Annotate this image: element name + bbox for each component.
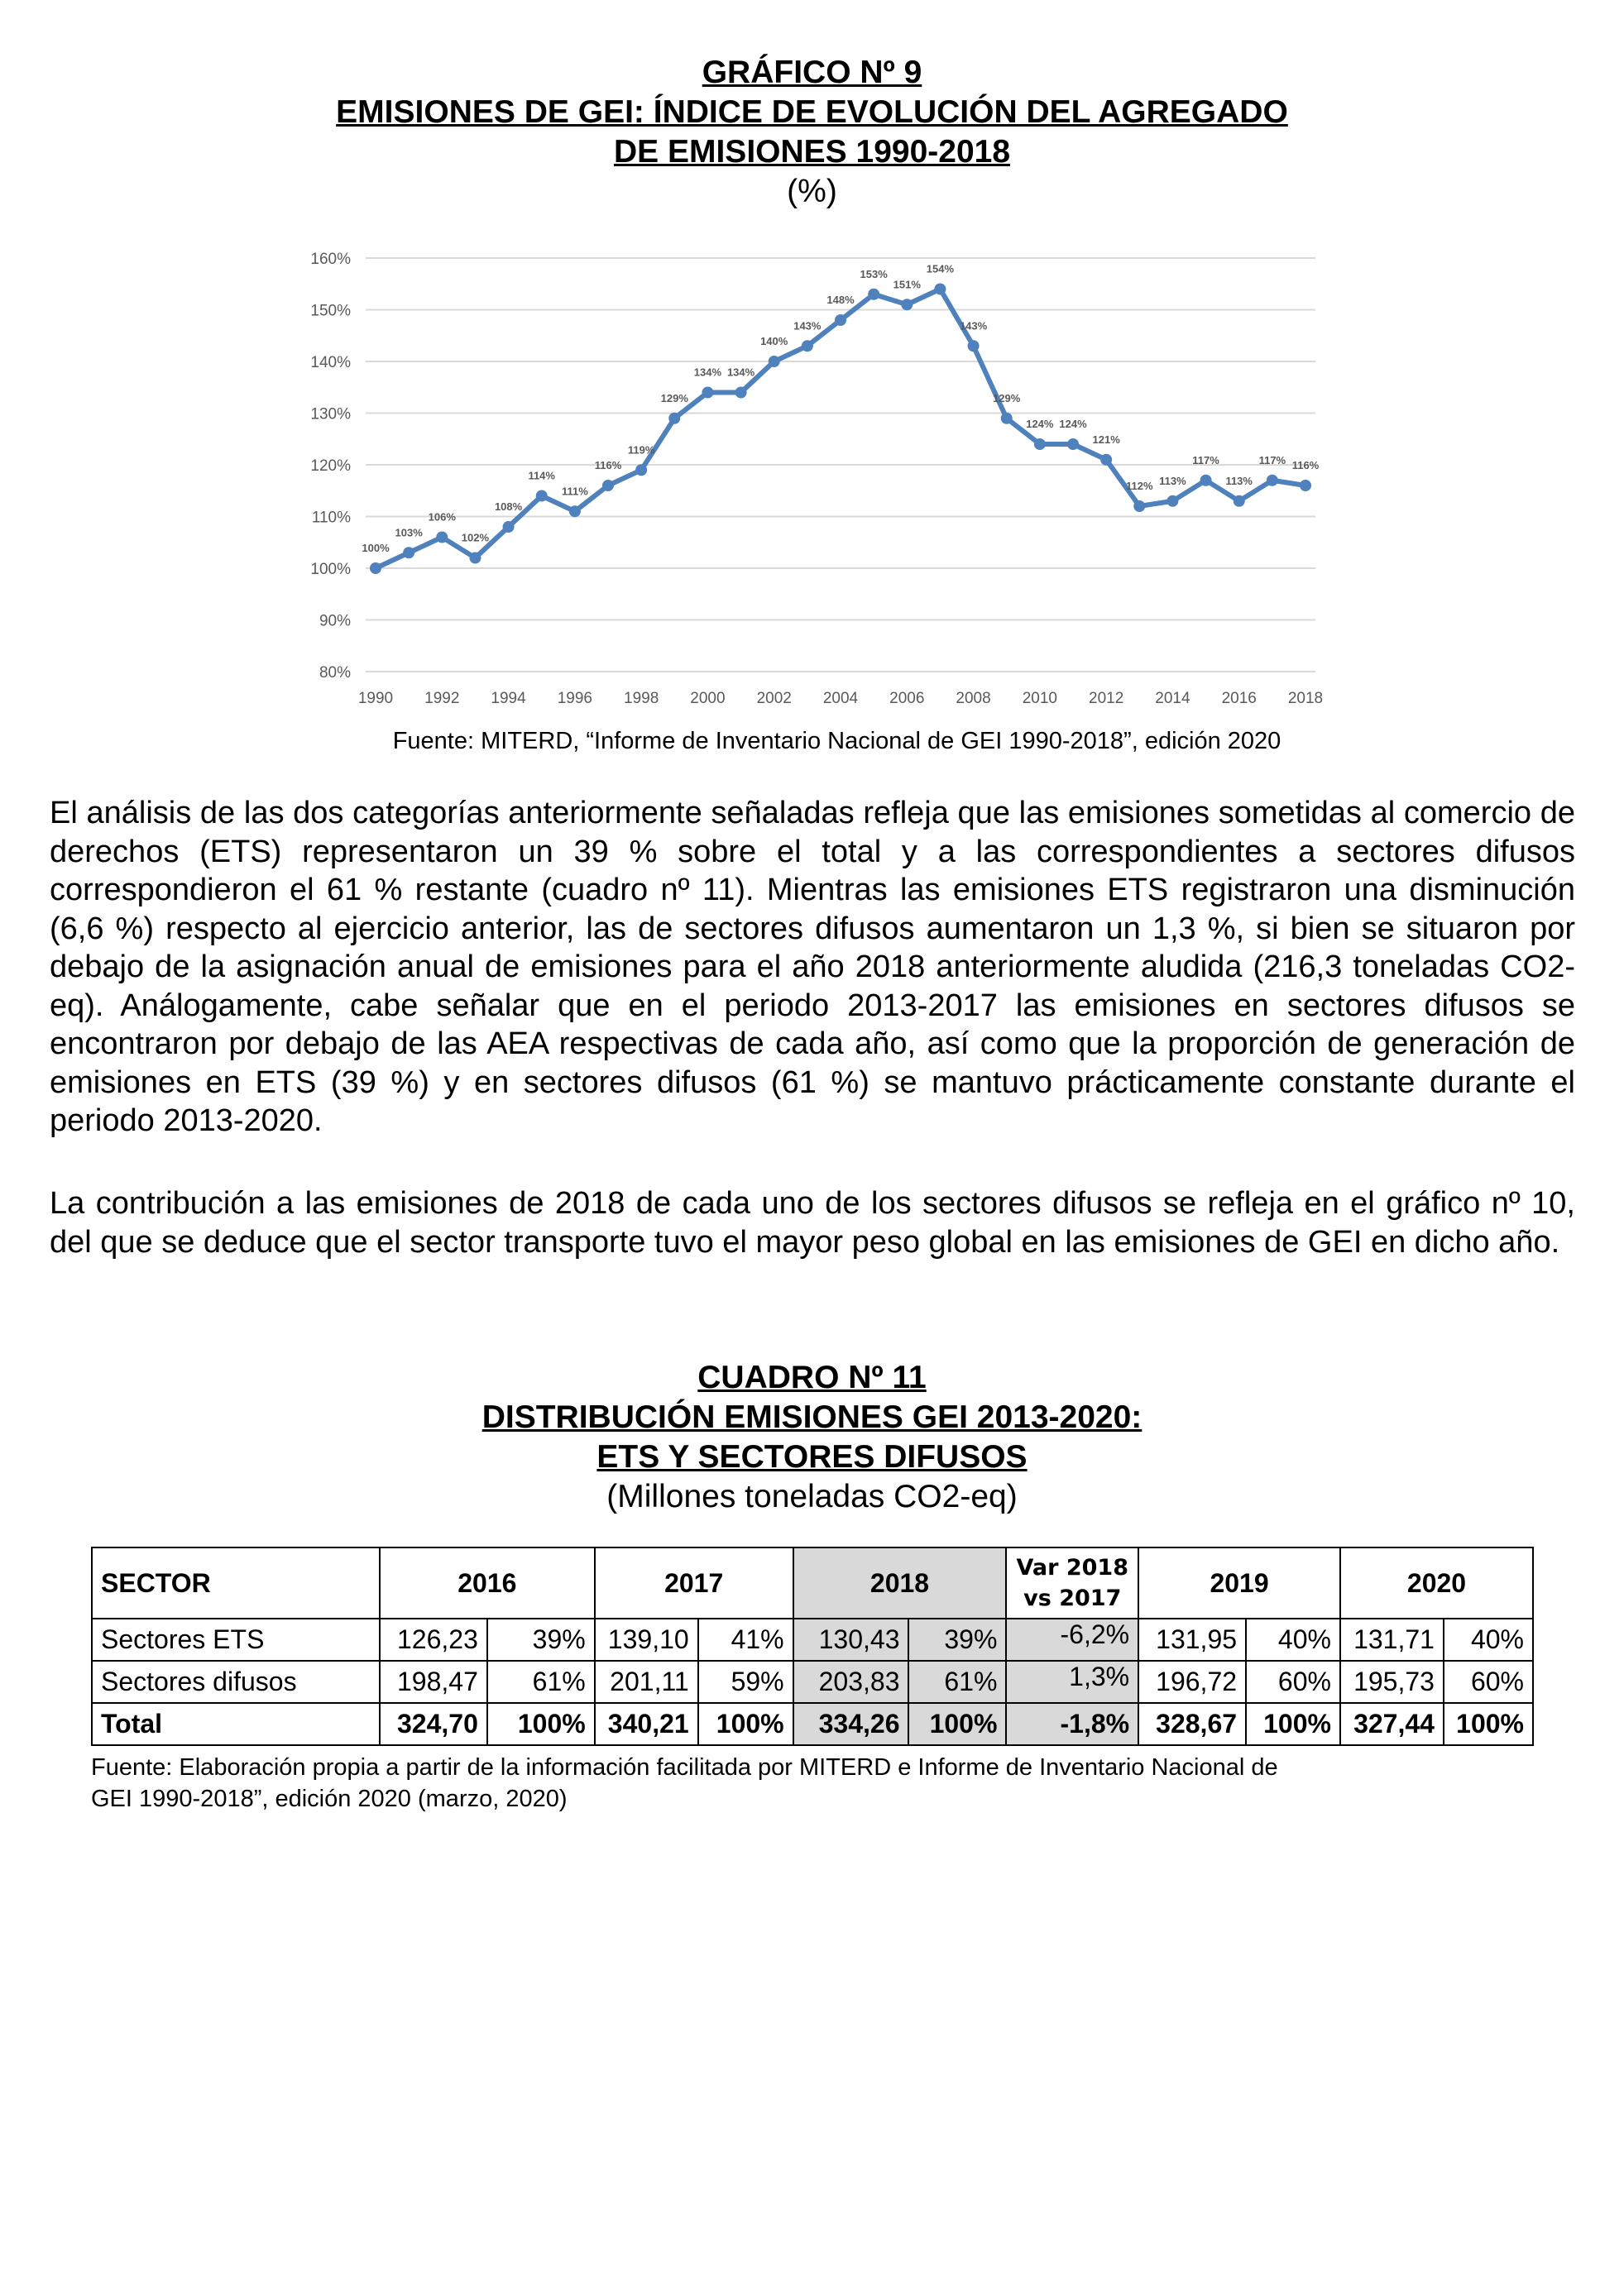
data-point [668, 413, 680, 424]
y-tick-label: 80% [319, 664, 351, 682]
cell-value: 196,72 [1138, 1661, 1246, 1703]
header-var-2018-vs-2017 [1006, 1547, 1138, 1619]
data-point [436, 532, 448, 543]
data-label: 129% [660, 391, 688, 404]
cell-value: 130,43 [793, 1619, 909, 1661]
header-2018: 2018 [793, 1547, 1007, 1619]
data-label: 100% [362, 542, 390, 554]
y-tick-label: 150% [310, 302, 351, 320]
data-label: 148% [826, 294, 855, 306]
table-row-total [92, 1703, 1533, 1745]
cell-value: 131,95 [1138, 1619, 1246, 1661]
data-point [1100, 454, 1112, 466]
x-tick-label: 1994 [491, 690, 526, 707]
cell-value: 139,10 [595, 1619, 698, 1661]
cell-value: 340,21 [595, 1703, 698, 1745]
table-header-row [92, 1547, 1533, 1619]
data-point [934, 284, 946, 295]
x-tick-label: 2006 [889, 690, 925, 707]
data-label: 151% [893, 278, 921, 291]
cell-percent: 41% [698, 1619, 793, 1661]
header-2020: 2020 [1340, 1547, 1533, 1619]
cell-percent: 100% [1444, 1703, 1533, 1745]
body-paragraph-2: La contribución a las emisiones de 2018 de cada uno de los sectores difusos se refleja en el gráfico nº 10, del que se deduce que el sector transporte tuvo el mayor peso global en las emisiones de GEI en dicho año. [50, 1186, 1575, 1260]
y-tick-label: 140% [310, 354, 351, 371]
x-tick-label: 1998 [624, 690, 659, 707]
y-tick-label: 120% [310, 457, 351, 475]
data-label: 124% [1059, 418, 1087, 430]
data-point [602, 480, 614, 491]
data-label: 111% [561, 485, 588, 498]
data-label: 102% [461, 531, 490, 544]
data-label: 116% [1291, 459, 1320, 471]
row-label: Total [92, 1703, 380, 1745]
data-point [1067, 438, 1079, 450]
grafico-source: Fuente: MITERD, “Informe de Inventario Nacional de GEI 1990-2018”, edición 2020 [392, 728, 1281, 754]
x-tick-label: 2010 [1022, 690, 1057, 707]
data-label: 124% [1026, 418, 1054, 430]
cell-percent: 100% [698, 1703, 793, 1745]
data-point [503, 521, 515, 533]
data-point [735, 387, 747, 399]
data-label: 117% [1258, 453, 1286, 466]
header-2019: 2019 [1138, 1547, 1340, 1619]
x-tick-label: 2018 [1287, 690, 1324, 707]
data-point [1034, 438, 1046, 450]
header-2017: 2017 [595, 1547, 793, 1619]
x-tick-label: 1990 [357, 690, 394, 707]
data-point [1234, 495, 1245, 507]
data-label: 108% [494, 500, 523, 513]
cuadro-unit: (Millones toneladas CO2-eq) [606, 1479, 1018, 1514]
grafico-title-line2: DE EMISIONES 1990-2018 [613, 134, 1011, 170]
cuadro-title-line1: DISTRIBUCIÓN EMISIONES GEI 2013-2020: [481, 1399, 1143, 1435]
cell-percent: 61% [487, 1661, 595, 1703]
cell-variation: -1,8% [1006, 1703, 1138, 1745]
body-paragraph-1: El análisis de las dos categorías anteriormente señaladas refleja que las emisiones sometidas al comercio de derechos (ETS) representaron un 39 % sobre el total y a las correspondientes a sectores difusos correspondieron el 61 % restante (cuadro nº 11). Mientras las emisiones ETS registraron una disminución (6,6 %) respecto al ejercicio anterior, las de sectores difusos aumentaron un 1,3 %, si bien se situaron por debajo de la asignación anual de emisiones para el año 2018 anteriormente aludida (216,3 toneladas CO2-eq). Análogamente, cabe señalar que en el periodo 2013-2017 las emisiones en sectores difusos se encontraron por debajo de las AEA respectivas de cada año, así como que la proporción de generación de emisiones en ETS (39 %) y en sectores difusos (61 %) se mantuvo prácticamente constante durante el periodo 2013-2020. [50, 796, 1575, 1138]
grafico-heading [0, 53, 1624, 212]
cell-percent: 61% [908, 1661, 1006, 1703]
data-label: 119% [627, 443, 655, 457]
cell-value: 327,44 [1340, 1703, 1444, 1745]
data-point [1001, 413, 1013, 424]
data-label: 112% [1126, 480, 1153, 492]
header-var-line1: Var 2018 [1016, 1555, 1128, 1581]
cell-value: 203,83 [793, 1661, 909, 1703]
cuadro-number: CUADRO Nº 11 [697, 1360, 927, 1395]
cell-value: 328,67 [1138, 1703, 1246, 1745]
row-label: Sectores ETS [92, 1619, 380, 1661]
x-tick-label: 2008 [956, 690, 991, 707]
data-point [835, 314, 846, 326]
series-line [376, 289, 1305, 569]
table-row [92, 1619, 1533, 1661]
data-label: 154% [926, 262, 955, 275]
data-label: 143% [793, 319, 822, 332]
cell-percent: 60% [1444, 1661, 1533, 1703]
data-point [968, 340, 980, 352]
data-label: 153% [860, 267, 888, 280]
cell-percent: 100% [1246, 1703, 1340, 1745]
data-point [469, 552, 481, 564]
grafico-unit: (%) [787, 174, 837, 209]
data-point [769, 356, 780, 367]
data-label: 113% [1159, 474, 1186, 487]
emissions-index-line-chart [273, 240, 1349, 711]
x-tick-label: 2000 [690, 690, 726, 707]
cuadro-source-line2: GEI 1990-2018”, edición 2020 (marzo, 2020) [91, 1786, 568, 1812]
data-label: 113% [1225, 474, 1253, 487]
data-point [1267, 475, 1278, 486]
grafico-number: GRÁFICO Nº 9 [702, 55, 922, 90]
cell-percent: 40% [1246, 1619, 1340, 1661]
cell-value: 201,11 [595, 1661, 698, 1703]
x-tick-label: 2016 [1221, 690, 1257, 707]
cuadro-source-line1: Fuente: Elaboración propia a partir de la información facilitada por MITERD e Informe de Inventario Nacional de [91, 1754, 1278, 1781]
cell-percent: 59% [698, 1661, 793, 1703]
data-label: 143% [959, 319, 988, 332]
x-tick-label: 2002 [756, 690, 792, 707]
cell-value: 324,70 [380, 1703, 487, 1745]
cell-value: 334,26 [793, 1703, 909, 1745]
data-point [536, 490, 548, 502]
cuadro-source [91, 1752, 1547, 1815]
cell-variation: 1,3% [1006, 1661, 1138, 1703]
cuadro-11-table [91, 1547, 1534, 1746]
y-tick-label: 160% [310, 251, 351, 268]
data-label: 129% [993, 391, 1021, 404]
data-label: 117% [1192, 453, 1219, 466]
data-point [702, 387, 713, 399]
x-tick-label: 2014 [1155, 690, 1190, 707]
grafico-title-line1: EMISIONES DE GEI: ÍNDICE DE EVOLUCIÓN DEL AGREGADO [336, 94, 1288, 130]
x-tick-label: 1992 [424, 690, 460, 707]
data-point [901, 299, 913, 310]
data-point [569, 505, 581, 517]
header-2016: 2016 [380, 1547, 595, 1619]
cuadro-heading [0, 1358, 1624, 1517]
data-label: 103% [395, 526, 423, 539]
cell-percent: 60% [1246, 1661, 1340, 1703]
x-tick-label: 2012 [1089, 690, 1124, 707]
data-label: 134% [726, 366, 755, 379]
data-point [1133, 500, 1145, 512]
data-label: 134% [693, 366, 722, 379]
y-tick-label: 90% [319, 612, 351, 630]
cell-variation: -6,2% [1006, 1619, 1138, 1661]
cell-value: 198,47 [380, 1661, 487, 1703]
header-sector: SECTOR [92, 1547, 380, 1619]
cell-value: 131,71 [1340, 1619, 1444, 1661]
x-tick-label: 2004 [822, 690, 859, 707]
data-point [1200, 475, 1212, 486]
y-tick-label: 130% [310, 405, 351, 423]
cell-percent: 100% [908, 1703, 1006, 1745]
data-point [1300, 480, 1311, 491]
data-label: 140% [760, 335, 788, 347]
data-point [635, 464, 647, 476]
data-point [1167, 495, 1178, 507]
data-point [802, 340, 813, 352]
data-point [370, 562, 381, 574]
header-var-line2: vs 2017 [1023, 1586, 1122, 1611]
data-label: 106% [428, 510, 456, 524]
x-tick-label: 1996 [557, 690, 592, 707]
data-label: 116% [594, 459, 622, 471]
data-label: 121% [1092, 433, 1120, 446]
table-row [92, 1661, 1533, 1703]
data-point [403, 547, 414, 558]
data-label: 114% [528, 469, 555, 482]
row-label: Sectores difusos [92, 1661, 380, 1703]
y-tick-label: 110% [311, 509, 351, 527]
cell-percent: 100% [487, 1703, 595, 1745]
data-point [868, 289, 879, 300]
y-tick-label: 100% [310, 561, 351, 578]
cuadro-title-line2: ETS Y SECTORES DIFUSOS [596, 1439, 1028, 1475]
cell-value: 126,23 [380, 1619, 487, 1661]
cell-percent: 39% [487, 1619, 595, 1661]
cell-percent: 39% [908, 1619, 1006, 1661]
cell-percent: 40% [1444, 1619, 1533, 1661]
cell-value: 195,73 [1340, 1661, 1444, 1703]
